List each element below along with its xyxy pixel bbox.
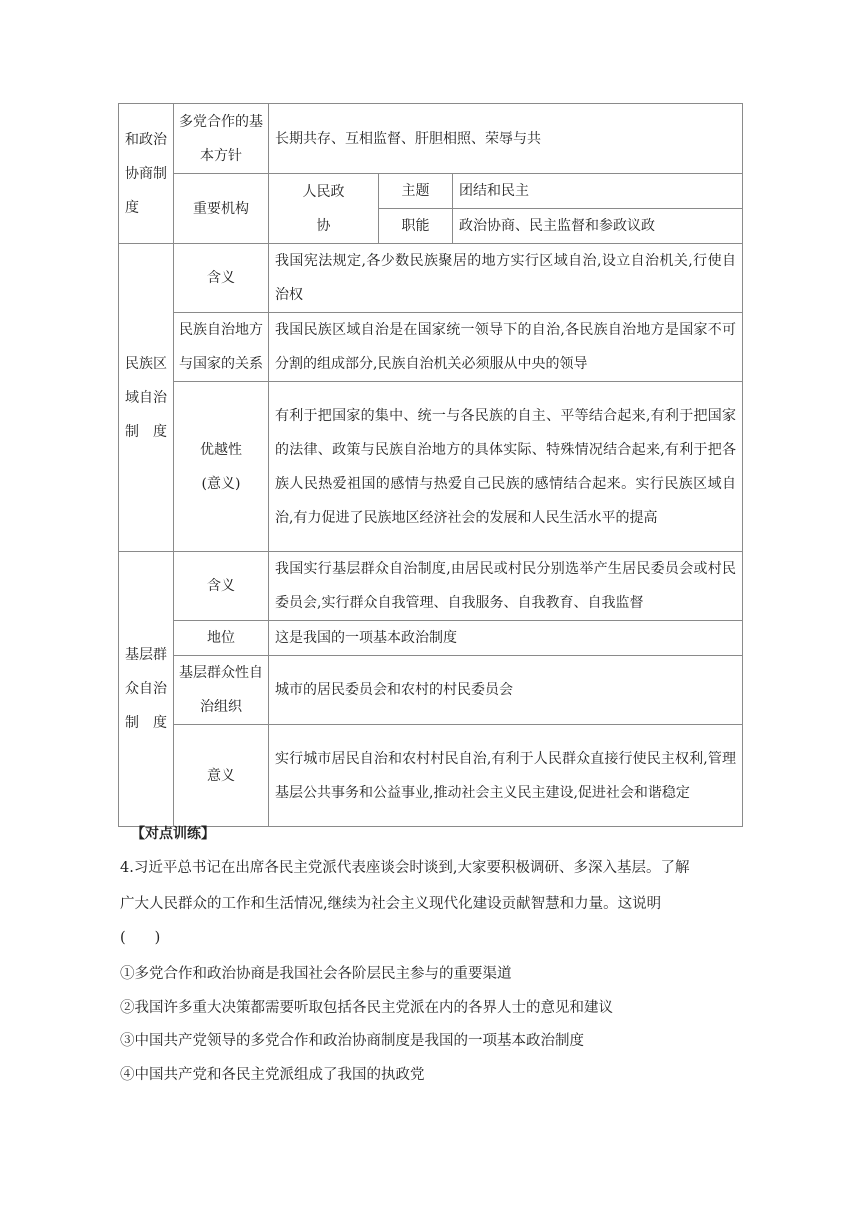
table-row [119,656,743,725]
basic-policy-content: 长期共存、互相监督、肝胆相照、荣辱与共 [269,104,743,174]
advantages-label-line2: (意义) [201,475,241,492]
table-row [119,174,743,209]
row-label-important-organ: 重要机构 [174,174,269,244]
practice-section-title: 【对点训练】 [131,826,215,842]
row-label-meaning: 含义 [174,244,269,313]
category-grassroots-self-governance: 基层群众自治制度 [119,552,174,827]
option-3: ③中国共产党领导的多党合作和政治协商制度是我国的一项基本政治制度 [120,1033,584,1049]
category-multiparty-cooperation: 和政治协商制度 [119,104,174,244]
organ-value-function: 政治协商、民主监督和参政议政 [453,209,743,244]
table-row [119,104,743,174]
organ-value-theme: 团结和民主 [453,174,743,209]
option-4: ④中国共产党和各民主党派组成了我国的执政党 [120,1067,425,1083]
option-1: ①多党合作和政治协商是我国社会各阶层民主参与的重要渠道 [120,966,512,982]
row-label-significance: 意义 [174,725,269,827]
organ-key-theme: 主题 [379,174,453,209]
table-row [119,313,743,382]
organizations-content: 城市的居民委员会和农村的村民委员会 [269,656,743,725]
row-label-relationship: 民族自治地方与国家的关系 [174,313,269,382]
organ-key-function: 职能 [379,209,453,244]
question-stem-line2: 广大人民群众的工作和生活情况,继续为社会主义现代化建设贡献智慧和力量。这说明 [120,896,662,912]
row-label-organizations: 基层群众性自治组织 [174,656,269,725]
significance-content: 实行城市居民自治和农村村民自治,有利于人民群众直接行使民主权利,管理基层公共事务和公益事业,推动社会主义民主建设,促进社会和谐稳定 [269,725,743,827]
meaning-content: 我国宪法规定,各少数民族聚居的地方实行区域自治,设立自治机关,行使自治权 [269,244,743,313]
organ-name-cppcc: 人民政协 [269,174,379,244]
table-row [119,725,743,827]
advantages-label-line1: 优越性 [200,441,242,458]
table-row [119,552,743,621]
institution-summary-table [118,103,743,827]
row-label-status: 地位 [174,621,269,656]
table-row [119,621,743,656]
status-content: 这是我国的一项基本政治制度 [269,621,743,656]
row-label-advantages [174,382,269,552]
meaning-content: 我国实行基层群众自治制度,由居民或村民分别选举产生居民委员会或村民委员会,实行群众自我管理、自我服务、自我教育、自我监督 [269,552,743,621]
table-row [119,244,743,313]
option-2: ②我国许多重大决策都需要听取包括各民主党派在内的各界人士的意见和建议 [120,1000,613,1016]
question-stem-line1: 4.习近平总书记在出席各民主党派代表座谈会时谈到,大家要积极调研、多深入基层。了解 [120,860,690,876]
row-label-basic-policy: 多党合作的基本方针 [174,104,269,174]
advantages-content: 有利于把国家的集中、统一与各民族的自主、平等结合起来,有利于把国家的法律、政策与民族自治地方的具体实际、特殊情况结合起来,有利于把各族人民热爱祖国的感情与热爱自己民族的感情结合起来。实行民族区域自治,有力促进了民族地区经济社会的发展和人民生活水平的提高 [269,382,743,552]
relationship-content: 我国民族区域自治是在国家统一领导下的自治,各民族自治地方是国家不可分割的组成部分,民族自治机关必须服从中央的领导 [269,313,743,382]
row-label-meaning: 含义 [174,552,269,621]
table-row [119,382,743,552]
answer-blank: ( ) [120,930,161,946]
category-regional-ethnic-autonomy: 民族区域自治制度 [119,244,174,552]
